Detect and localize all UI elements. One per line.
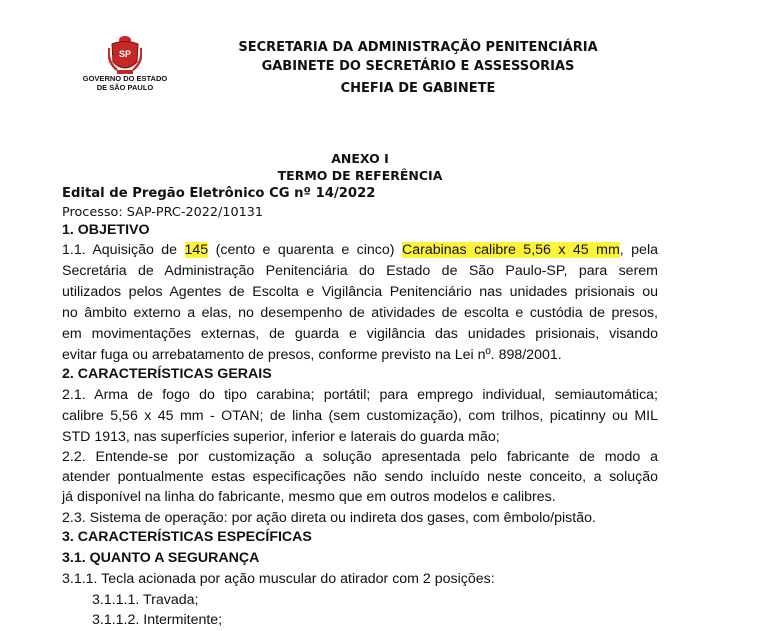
highlight-item: Carabinas calibre 5,56 x 45 mm bbox=[401, 242, 620, 258]
section-2-line-7: 2.3. Sistema de operação: por ação direta ou indireta dos gases, com êmbolo/pistão. bbox=[62, 510, 596, 526]
section-1-title: 1. OBJETIVO bbox=[62, 222, 150, 238]
section-2-line-3: STD 1913, nas superfícies superior, inferior e laterais do guarda mão; bbox=[62, 429, 500, 445]
section-2-line-5: atender pontualmente estas especificações não sendo incluído neste conceito, a solução bbox=[62, 469, 658, 485]
section-2-line-2: calibre 5,56 x 45 mm - OTAN; de linha (sem customização), com trilhos, picatinny ou MIL bbox=[62, 408, 658, 424]
section-3-title: 3. CARACTERÍSTICAS ESPECÍFICAS bbox=[62, 529, 312, 545]
section-1-line-2: Secretária de Administração Penitenciária do Estado de São Paulo-SP, para serem bbox=[62, 263, 658, 279]
header-line-secretaria: SECRETARIA DA ADMINISTRAÇÃO PENITENCIÁRIA bbox=[238, 40, 598, 55]
item-3-1-1-2: 3.1.1.2. Intermitente; bbox=[92, 612, 223, 628]
section-2-line-6: já disponível na linha do fabricante, mesmo que em outros modelos e calibres. bbox=[62, 489, 556, 505]
section-3-1-title: 3.1. QUANTO A SEGURANÇA bbox=[62, 550, 260, 566]
section-2-line-1: 2.1. Arma de fogo do tipo carabina; portátil; para emprego individual, semiautomática; bbox=[62, 387, 658, 403]
section-2-title: 2. CARACTERÍSTICAS GERAIS bbox=[62, 366, 272, 382]
section-1-line-3: utilizados pelos Agentes de Escolta e Vigilância Penitenciário nas unidades prisionais ou bbox=[62, 284, 658, 300]
item-3-1-1: 3.1.1. Tecla acionada por ação muscular do atirador com 2 posições: bbox=[62, 571, 495, 587]
state-seal-icon bbox=[108, 34, 142, 78]
section-2-line-4: 2.2. Entende-se por customização a solução apresentada pelo fabricante de modo a bbox=[62, 449, 658, 465]
section-1-line-6: evitar fuga ou arrebatamento de presos, conforme previsto na Lei nº. 898/2001. bbox=[62, 347, 562, 363]
government-label: GOVERNO DO ESTADO DE SÃO PAULO bbox=[82, 74, 168, 92]
header-line-gabinete: GABINETE DO SECRETÁRIO E ASSESSORIAS bbox=[261, 59, 575, 74]
document-header bbox=[190, 38, 646, 98]
highlight-quantity: 145 bbox=[184, 242, 209, 258]
header-line-chefia: CHEFIA DE GABINETE bbox=[340, 81, 496, 96]
edital-heading: Edital de Pregão Eletrônico CG nº 14/2022 bbox=[62, 186, 376, 201]
process-number: Processo: SAP-PRC-2022/10131 bbox=[62, 205, 264, 220]
section-1-line-4: no âmbito externo a elas, no desempenho de atividades de escolta e custódia de presos, bbox=[62, 305, 658, 321]
annex-title: ANEXO I bbox=[331, 151, 389, 166]
section-1-line-1: 1.1. Aquisição de 145 (cento e quarenta e cinco) Carabinas calibre 5,56 x 45 mm, pela bbox=[62, 242, 658, 258]
section-1-line-5: em movimentações externas, de guarda e vigilância das unidades prisionais, visando bbox=[62, 326, 658, 342]
svg-text:SP: SP bbox=[118, 49, 132, 59]
item-3-1-1-1: 3.1.1.1. Travada; bbox=[92, 592, 199, 608]
term-title: TERMO DE REFERÊNCIA bbox=[277, 168, 443, 183]
